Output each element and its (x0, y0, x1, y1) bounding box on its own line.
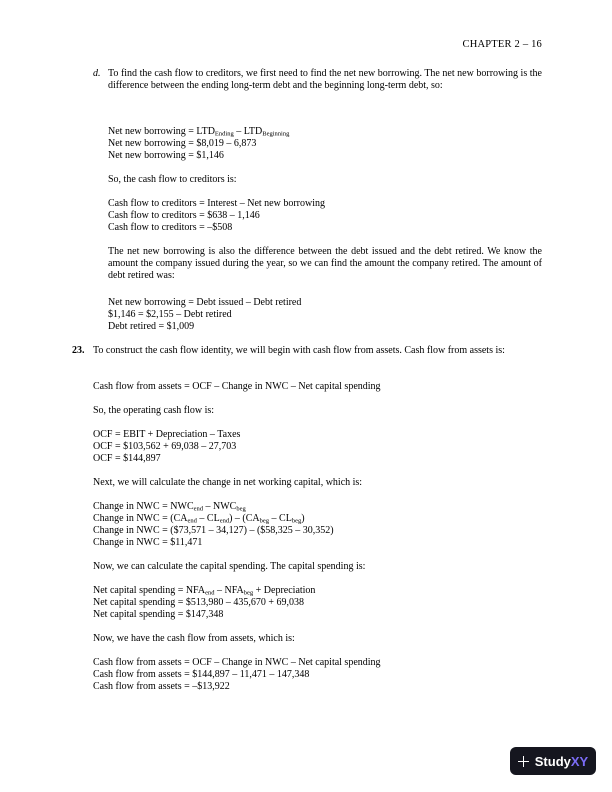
plus-icon (518, 756, 529, 767)
nwc-formula: Change in NWC = $NWC_{end} - NWC_{beg}$ (93, 501, 246, 513)
cfc-intro: So, the cash flow to creditors is: (108, 174, 237, 185)
net-new-borrowing-calc: Net new borrowing = $8,019 – 6,873 (108, 138, 257, 149)
cfa-final-result: Cash flow from assets = –$13,922 (93, 681, 230, 692)
cfa-final-intro: Now, we have the cash flow from assets, which is: (93, 633, 295, 644)
debt-retired-formula: Net new borrowing = Debt issued – Debt retired (108, 297, 302, 308)
question-number: 23. (72, 345, 85, 356)
debt-retired-result: Debt retired = $1,009 (108, 321, 195, 332)
cfa-formula: Cash flow from assets = OCF – Change in NWC – Net capital spending (93, 381, 381, 392)
part-d-label: d. (93, 68, 101, 79)
ocf-intro: So, the operating cash flow is: (93, 405, 215, 416)
cfa-final-calc: Cash flow from assets = $144,897 – 11,471 – 147,348 (93, 669, 310, 680)
capital-spending-calc: Net capital spending = $513,980 – 435,670 + 69,038 (93, 597, 304, 608)
part-d-intro: To find the cash flow to creditors, we first need to find the net new borrowing. The net new borrowing is the difference between the ending long-term debt and the beginning long-term debt, so: (108, 68, 542, 91)
brand-name: StudyXY (534, 753, 589, 769)
cfa-final-formula: Cash flow from assets = OCF – Change in NWC – Net capital spending (93, 657, 381, 668)
nwc-expanded-formula: Change in NWC = $(CA_{end} - CL_{end}) - (CA_{beg} - CL_{beg})$ (93, 513, 305, 525)
cfc-formula: Cash flow to creditors = Interest – Net new borrowing (108, 198, 325, 209)
nwc-result: Change in NWC = $11,471 (93, 537, 203, 548)
cfc-calc: Cash flow to creditors = $638 – 1,146 (108, 210, 260, 221)
capital-spending-result: Net capital spending = $147,348 (93, 609, 224, 620)
net-new-borrowing-formula: Net new borrowing = $LTD_{Ending} - LTD_{Beginning}$ (108, 126, 290, 138)
chapter-page-header: CHAPTER 2 – 16 (462, 39, 542, 50)
nwc-intro: Next, we will calculate the change in net working capital, which is: (93, 477, 363, 488)
studyxy-badge[interactable] (510, 747, 596, 775)
nwc-calc: Change in NWC = ($73,571 – 34,127) – ($58,325 – 30,352) (93, 525, 334, 536)
net-new-borrowing-result: Net new borrowing = $1,146 (108, 150, 224, 161)
capital-spending-formula: Net capital spending = $NFA_{end} - NFA_{beg}$ + Depreciation (93, 585, 316, 597)
cfc-result: Cash flow to creditors = –$508 (108, 222, 233, 233)
ocf-calc: OCF = $103,562 + 69,038 – 27,703 (93, 441, 237, 452)
debt-retired-calc: $1,146 = $2,155 – Debt retired (108, 309, 232, 320)
ocf-result: OCF = $144,897 (93, 453, 161, 464)
q23-intro: To construct the cash flow identity, we will begin with cash flow from assets. Cash flow from assets is: (93, 345, 505, 356)
ocf-formula: OCF = EBIT + Depreciation – Taxes (93, 429, 241, 440)
debt-retired-intro: The net new borrowing is also the difference between the debt issued and the debt retired. We know the amount the company issued during the year, so we can find the amount the company retired. The amount of debt retired was: (108, 246, 542, 281)
capital-spending-intro: Now, we can calculate the capital spending. The capital spending is: (93, 561, 366, 572)
